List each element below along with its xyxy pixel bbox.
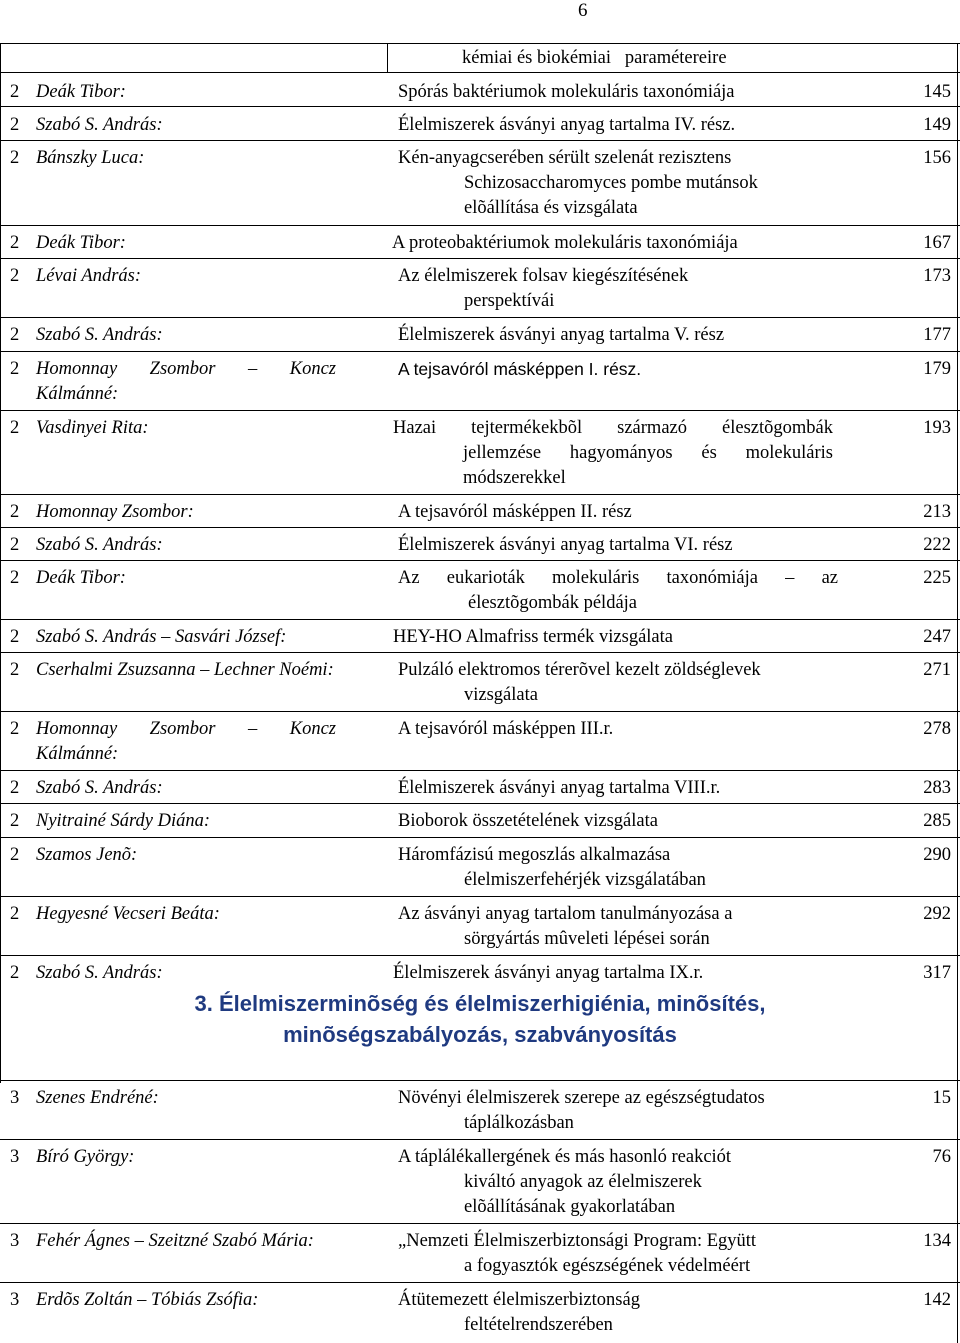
entry-page-number: 317 — [923, 963, 951, 983]
entry-title — [398, 80, 848, 105]
entry-title-line: jellemzése hagyományos és molekuláris — [463, 443, 833, 463]
entry-page-number: 290 — [923, 845, 951, 865]
entry-page-number: 177 — [923, 325, 951, 345]
entry-section-number: 2 — [10, 535, 20, 555]
entry-title-line: Pulzáló elektromos térerõvel kezelt zöldséglevek — [398, 660, 761, 680]
entry-title-line: élelmiszerfehérjék vizsgálatában — [464, 870, 706, 890]
entry-title-line: „Nemzeti Élelmiszerbiztonsági Program: Együtt — [398, 1231, 757, 1251]
entry-author: Szabó S. András: — [36, 963, 163, 983]
row-rule — [0, 1282, 960, 1283]
entry-author: Bánszky Luca: — [36, 148, 145, 168]
row-rule — [0, 1223, 960, 1224]
continuation-title: kémiai és biokémiai paramétereire — [462, 48, 727, 68]
entry-section-number: 2 — [10, 82, 20, 102]
entry-author: Szabó S. András – Sasvári József: — [36, 627, 287, 647]
section3-heading-line-2: minõségszabályozás, szabványosítás — [283, 1022, 677, 1047]
entry-page-number: 76 — [932, 1147, 951, 1167]
entry-section-number: 2 — [10, 627, 20, 647]
page-number: 6 — [578, 0, 588, 21]
entry-section-number: 3 — [10, 1231, 20, 1251]
row-rule — [0, 317, 960, 318]
entry-page-number: 193 — [923, 418, 951, 438]
entry-section-number: 2 — [10, 115, 20, 135]
entry-title-line: Élelmiszerek ásványi anyag tartalma VI. rész — [398, 535, 733, 555]
entry-title-line: Átütemezett élelmiszerbiztonság — [398, 1290, 640, 1310]
row-rule — [0, 225, 960, 226]
entry-section-number: 2 — [10, 568, 20, 588]
table-col-rule — [387, 43, 388, 73]
entry-author: Szabó S. András: — [36, 325, 163, 345]
row-rule — [0, 837, 960, 838]
row-rule — [0, 410, 960, 411]
entry-title — [398, 1145, 848, 1220]
entry-author: Szabó S. András: — [36, 778, 163, 798]
entry-page-number: 222 — [923, 535, 951, 555]
entry-title-line: módszerekkel — [463, 468, 566, 488]
table-top-rule — [0, 43, 960, 44]
entry-section-number: 2 — [10, 778, 20, 798]
entry-title — [398, 843, 848, 893]
entry-page-number: 285 — [923, 811, 951, 831]
entry-title — [398, 717, 848, 742]
row-rule — [0, 494, 960, 495]
entry-title-line: elõállításának gyakorlatában — [464, 1197, 676, 1217]
entry-title — [398, 500, 848, 525]
entry-section-number: 2 — [10, 418, 20, 438]
entry-section-number: 2 — [10, 811, 20, 831]
entry-title-line: HEY-HO Almafriss termék vizsgálata — [393, 627, 673, 647]
entry-title-line: perspektívái — [464, 291, 555, 311]
entry-title-line: Az élelmiszerek folsav kiegészítésének — [398, 266, 689, 286]
entry-title — [398, 809, 848, 834]
entry-author: Homonnay Zsombor – Koncz Kálmánné: — [36, 719, 336, 764]
entry-author: Hegyesné Vecseri Beáta: — [36, 904, 220, 924]
entry-title-line: Növényi élelmiszerek szerepe az egészségtudatos — [398, 1088, 765, 1108]
entry-author: Deák Tibor: — [36, 82, 126, 102]
entry-page-number: 179 — [923, 359, 951, 379]
entry-author: Homonnay Zsombor – Koncz Kálmánné: — [36, 359, 336, 404]
entry-page-number: 134 — [923, 1231, 951, 1251]
entry-title-line: Spórás baktériumok molekuláris taxonómiája — [398, 82, 735, 102]
entry-section-number: 3 — [10, 1290, 20, 1310]
entry-title-line: Élelmiszerek ásványi anyag tartalma VIII.r. — [398, 778, 721, 798]
entry-title-line: Schizosaccharomyces pombe mutánsok — [464, 173, 758, 193]
entry-title — [398, 566, 848, 616]
entry-page-number: 213 — [923, 502, 951, 522]
entry-section-number: 3 — [10, 1147, 20, 1167]
entry-title — [398, 1086, 848, 1136]
table-right-rule — [957, 43, 958, 1343]
entry-section-number: 2 — [10, 719, 20, 739]
entry-section-number: 2 — [10, 266, 20, 286]
entry-title — [398, 533, 848, 558]
entry-title-line: táplálkozásban — [464, 1113, 574, 1133]
entry-title-line: A proteobaktériumok molekuláris taxonómiája — [392, 233, 738, 253]
entry-title — [398, 1229, 848, 1279]
row-rule — [0, 1080, 960, 1081]
entry-title-line: A táplálékallergének és más hasonló reakciót — [398, 1147, 732, 1167]
entry-title-line: A tejsavóról másképpen I. rész. — [398, 359, 642, 379]
row-rule — [0, 140, 960, 141]
entry-title — [398, 113, 848, 138]
entry-title-line: A tejsavóról másképpen II. rész — [398, 502, 632, 522]
row-rule — [0, 258, 960, 259]
entry-section-number: 2 — [10, 845, 20, 865]
entry-page-number: 271 — [923, 660, 951, 680]
row-rule — [0, 770, 960, 771]
entry-title-line: a fogyasztók egészségének védelméért — [464, 1256, 751, 1276]
row-rule — [0, 527, 960, 528]
entry-title — [392, 231, 842, 256]
entry-page-number: 142 — [923, 1290, 951, 1310]
entry-title — [393, 625, 843, 650]
entry-title — [398, 658, 848, 708]
row-rule — [0, 1139, 960, 1140]
entry-title — [398, 264, 848, 314]
entry-title-line: élesztõgombák példája — [468, 593, 638, 613]
entry-title — [398, 902, 848, 952]
entry-title — [398, 146, 848, 221]
entry-title-line: A tejsavóról másképpen III.r. — [398, 719, 614, 739]
row-rule — [0, 652, 960, 653]
entry-author: Szenes Endréné: — [36, 1088, 159, 1108]
table-left-rule — [0, 43, 1, 1083]
entry-page-number: 156 — [923, 148, 951, 168]
entry-section-number: 2 — [10, 325, 20, 345]
section3-heading — [0, 988, 960, 1050]
entry-title-line: Élelmiszerek ásványi anyag tartalma IX.r. — [393, 963, 704, 983]
entry-title-line: Élelmiszerek ásványi anyag tartalma IV. rész. — [398, 115, 736, 135]
entry-title — [398, 323, 848, 348]
entry-title-line: Élelmiszerek ásványi anyag tartalma V. rész — [398, 325, 725, 345]
entry-author: Deák Tibor: — [36, 568, 126, 588]
entry-title — [393, 961, 843, 986]
row-rule — [0, 896, 960, 897]
entry-title-line: feltételrendszerében — [464, 1315, 613, 1335]
row-rule — [0, 619, 960, 620]
row-rule — [0, 72, 960, 73]
entry-page-number: 225 — [923, 568, 951, 588]
entry-title — [398, 357, 848, 382]
row-rule — [0, 351, 960, 352]
entry-page-number: 283 — [923, 778, 951, 798]
entry-author: Lévai András: — [36, 266, 142, 286]
entry-title-line: Az eukarioták molekuláris taxonómiája – az — [398, 568, 838, 588]
entry-section-number: 2 — [10, 660, 20, 680]
entry-author: Szabó S. András: — [36, 115, 163, 135]
entry-section-number: 2 — [10, 904, 20, 924]
entry-title-line: Hazai tejtermékekbõl származó élesztõgombák — [393, 418, 833, 438]
entry-title-line: vizsgálata — [464, 685, 538, 705]
entry-author: Fehér Ágnes – Szeitzné Szabó Mária: — [36, 1231, 314, 1251]
entry-page-number: 149 — [923, 115, 951, 135]
entry-author: Szamos Jenõ: — [36, 845, 138, 865]
entry-author: Erdõs Zoltán – Tóbiás Zsófia: — [36, 1290, 259, 1310]
row-rule — [0, 560, 960, 561]
entry-section-number: 2 — [10, 359, 20, 379]
entry-page-number: 167 — [923, 233, 951, 253]
entry-author: Bíró György: — [36, 1147, 135, 1167]
entry-page-number: 278 — [923, 719, 951, 739]
entry-title-line: elõállítása és vizsgálata — [464, 198, 638, 218]
entry-title-line: Háromfázisú megoszlás alkalmazása — [398, 845, 671, 865]
entry-title-line: sörgyártás mûveleti lépései során — [464, 929, 710, 949]
entry-title — [393, 416, 843, 491]
entry-page-number: 247 — [923, 627, 951, 647]
entry-author: Deák Tibor: — [36, 233, 126, 253]
entry-page-number: 15 — [932, 1088, 951, 1108]
entry-page-number: 145 — [923, 82, 951, 102]
entry-title-line: Kén-anyagcserében sérült szelenát rezisztens — [398, 148, 732, 168]
entry-section-number: 3 — [10, 1088, 20, 1108]
entry-author: Homonnay Zsombor: — [36, 502, 194, 522]
entry-author: Cserhalmi Zsuzsanna – Lechner Noémi: — [36, 660, 334, 680]
row-rule — [0, 803, 960, 804]
entry-section-number: 2 — [10, 233, 20, 253]
entry-section-number: 2 — [10, 963, 20, 983]
section3-heading-line-1: 3. Élelmiszerminõség és élelmiszerhigiénia, minõsítés, — [194, 991, 766, 1016]
row-rule — [0, 106, 960, 107]
entry-section-number: 2 — [10, 148, 20, 168]
row-rule — [0, 711, 960, 712]
entry-title — [398, 776, 848, 801]
row-rule — [0, 955, 960, 956]
entry-title-line: Az ásványi anyag tartalom tanulmányozása a — [398, 904, 733, 924]
entry-page-number: 173 — [923, 266, 951, 286]
entry-author: Szabó S. András: — [36, 535, 163, 555]
entry-title — [398, 1288, 848, 1338]
entry-author: Nyitrainé Sárdy Diána: — [36, 811, 211, 831]
entry-author: Vasdinyei Rita: — [36, 418, 149, 438]
entry-page-number: 292 — [923, 904, 951, 924]
entry-title-line: Bioborok összetételének vizsgálata — [398, 811, 658, 831]
entry-section-number: 2 — [10, 502, 20, 522]
entry-title-line: kiváltó anyagok az élelmiszerek — [464, 1172, 702, 1192]
